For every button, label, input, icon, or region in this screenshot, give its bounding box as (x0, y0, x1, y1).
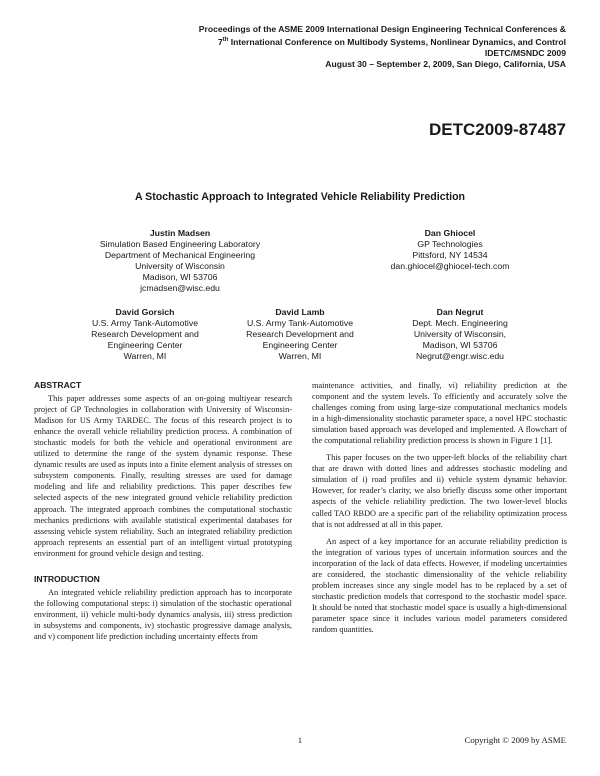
author-affiliation: University of Wisconsin (135, 261, 225, 272)
author-affiliation: GP Technologies (417, 239, 483, 250)
author-affiliation: Madison, WI 53706 (422, 340, 498, 351)
author-name: Dan Negrut (436, 307, 484, 317)
author-name: Dan Ghiocel (424, 228, 476, 238)
author-affiliation: Simulation Based Engineering Laboratory (99, 239, 261, 250)
body-paragraph: maintenance activities, and finally, vi) reliability prediction at the component and the system levels. To efficiently and accurately solve the challenges coming from using large-size computational mechanics models in a high-dimensionality stochastic parameter space, a novel HPC stochastic simulation based approach was developed and implemented. A flowchart of the computational reliability prediction process is shown in Figure 1 [1]. (312, 381, 567, 446)
conference-header (96, 24, 566, 70)
copyright-notice: Copyright © 2009 by ASME (464, 735, 566, 745)
author-affiliation: Madison, WI 53706 (142, 272, 218, 283)
author-affiliation: U.S. Army Tank-Automotive (246, 318, 354, 329)
author-affiliation: Engineering Center (107, 340, 183, 351)
author-affiliation: Research Development and (246, 329, 354, 340)
body-paragraph: An aspect of a key importance for an accurate reliability prediction is the integration of various types of uncertain information sources and the incorporation of the lack of data effects. However, if modeling uncertainties are considered, the stochastic dimensionality of the vehicle reliability problem increases since any single model has to be replaced by a set of stochastic prediction models that correspond to the stochastic model space. It should be noted that stochastic model space is usually a high-dimensional parameter space since it includes various model parameters considered random quantities. (312, 536, 567, 634)
abstract-heading: ABSTRACT (34, 380, 82, 390)
author-affiliation: U.S. Army Tank-Automotive (91, 318, 199, 329)
author-name: David Gorsich (115, 307, 175, 317)
author-email: dan.ghiocel@ghiocel-tech.com (390, 261, 510, 272)
author-affiliation: Pittsford, NY 14534 (412, 250, 488, 261)
abstract-text: This paper addresses some aspects of an on-going multiyear research project of GP Technologies in collaboration with University of Wisconsin-Madison for US Army TARDEC. The focus of this research project is to enhance the overall vehicle reliability prediction process. A combination of stochastic models for both the vehicle and operational environment are utilized to determine the range of the system dynamic response. These dynamic results are used as inputs into a finite element analysis of stresses on subsystem components. Finally, resulting stresses are used for damage modeling and life and reliability predictions. This paper describes few selected aspects of the new integrated ground vehicle reliability prediction approach. The integrated approach combines the computational stochastic mechanics predictions with available statistical experimental databases for assessing vehicle system reliability. Such an integrated reliability prediction approach represents an essential part of an intelligent virtual prototyping environment for ground vehicle design and testing. (34, 394, 292, 558)
page-number: 1 (297, 735, 303, 745)
author-block (350, 228, 550, 272)
author-affiliation: Warren, MI (278, 351, 322, 362)
right-column (312, 380, 567, 635)
conference-line-3: IDETC/MSNDC 2009 (484, 47, 566, 58)
author-email: jcmadsen@wisc.edu (140, 283, 220, 294)
author-block (70, 307, 220, 362)
body-paragraph: This paper focuses on the two upper-left blocks of the reliability chart that are drawn with dotted lines and addresses stochastic modeling and simulation of i) road profiles and ii) vehicle system dynamic behavior. However, for reader’s clarity, we also briefly discuss some other important aspects of the vehicle reliability prediction. The two lower-level blocks called TAO RBDO are a specific part of the reliability optimization process that is not addressed at all in this paper. (312, 453, 567, 529)
author-affiliation: University of Wisconsin, (413, 329, 507, 340)
conference-line-4: August 30 – September 2, 2009, San Diego, California, USA (325, 58, 566, 69)
conference-line-2: 7th International Conference on Multibody Systems, Nonlinear Dynamics, and Control (217, 36, 566, 47)
author-email: Negrut@engr.wisc.edu (415, 351, 504, 362)
paper-id: DETC2009-87487 (428, 120, 566, 139)
author-affiliation: Research Development and (91, 329, 199, 340)
author-name: Justin Madsen (149, 228, 211, 238)
introduction-text: An integrated vehicle reliability prediction approach has to incorporate the following computational steps: i) simulation of the stochastic operational environment, ii) vehicle multi-body dynamics analysis, iii) stress prediction in subsystems and components, iv) stochastic progressive damage analysis, and v) component life prediction including uncertainty effects from (34, 587, 292, 641)
author-block (385, 307, 535, 362)
author-affiliation: Engineering Center (262, 340, 338, 351)
author-block (225, 307, 375, 362)
left-column (34, 380, 292, 642)
author-affiliation: Warren, MI (123, 351, 167, 362)
author-block (70, 228, 290, 295)
conference-line-1: Proceedings of the ASME 2009 International Design Engineering Technical Conferences & (198, 24, 566, 34)
author-name: David Lamb (275, 307, 325, 317)
paper-title: A Stochastic Approach to Integrated Vehicle Reliability Prediction (134, 191, 466, 203)
author-affiliation: Dept. Mech. Engineering (412, 318, 508, 329)
introduction-heading: INTRODUCTION (34, 573, 100, 584)
author-affiliation: Department of Mechanical Engineering (104, 250, 256, 261)
